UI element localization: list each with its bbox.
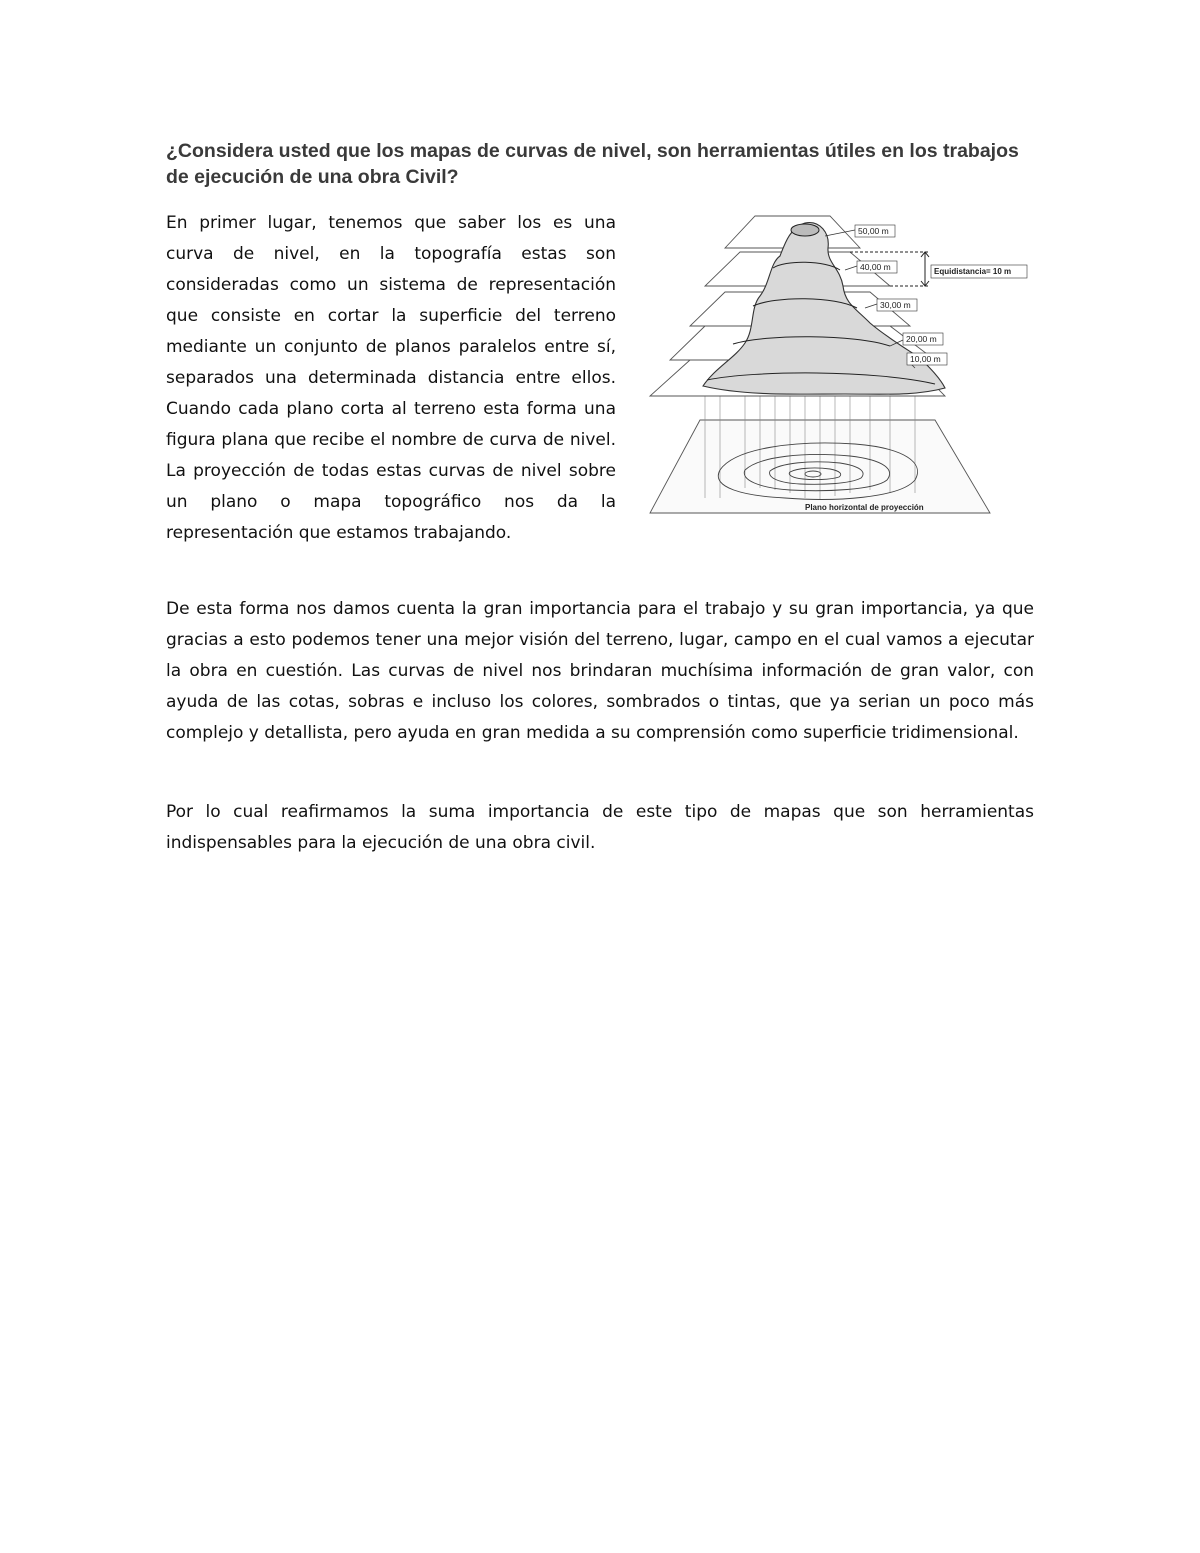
contour-planes-illustration bbox=[645, 208, 1040, 526]
level-label-30m: 30,00 m bbox=[880, 300, 911, 310]
level-label-20m: 20,00 m bbox=[906, 334, 937, 344]
base-plane-label: Plano horizontal de proyección bbox=[805, 503, 924, 512]
intro-paragraph: En primer lugar, tenemos que saber los es una curva de nivel, en la topografía estas son consideradas como un sistema de representación que consiste en cortar la superficie del terreno mediante un conjunto de planos paralelos entre sí, separados una determinada distancia entre ellos. Cuando cada plano corta al terreno esta forma una figura plana que recibe el nombre de curva de nivel. La proyección de todas estas curvas de nivel sobre un plano o mapa topográfico nos da la representación que estamos trabajando. bbox=[166, 213, 616, 543]
importance-paragraph: De esta forma nos damos cuenta la gran importancia para el trabajo y su gran importancia, ya que gracias a esto podemos tener una mejor visión del terreno, lugar, campo en el cual vamos a ejecutar la obra en cuestión. Las curvas de nivel nos brindaran muchísima información de gran valor, con ayuda de las cotas, sobras e incluso los colores, sombrados o tintas, que ya serian un poco más complejo y detallista, pero ayuda en gran medida a su comprensión como superficie tridimensional. bbox=[166, 599, 1034, 743]
conclusion-paragraph: Por lo cual reafirmamos la suma importancia de este tipo de mapas que son herramientas indispensables para la ejecución de una obra civil. bbox=[166, 802, 1034, 853]
contour-planes-figure bbox=[645, 208, 1040, 526]
equidistance-label: Equidistancia= 10 m bbox=[934, 267, 1012, 276]
question-heading: ¿Considera usted que los mapas de curvas de nivel, son herramientas útiles en los trabajos de ejecución de una obra Civil? bbox=[166, 140, 1019, 188]
level-label-40m: 40,00 m bbox=[860, 262, 891, 272]
level-label-50m: 50,00 m bbox=[858, 226, 889, 236]
level-label-10m: 10,00 m bbox=[910, 354, 941, 364]
